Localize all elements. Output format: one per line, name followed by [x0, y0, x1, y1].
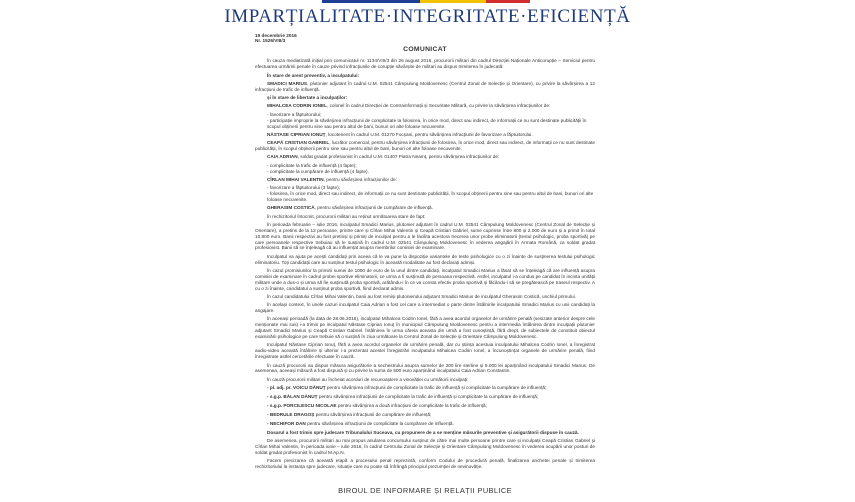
defendant-agreement-item	[255, 421, 595, 427]
section-heading: Dosarul a fost trimis spre judecare Tribunalului Suceava, cu propunere de a se menține măsurile preventive și asigurătorii dispuse în cauză.	[267, 429, 579, 435]
defendant-name: NĂSTASE CIPRIAN IONUȚ	[267, 131, 326, 137]
defendant-name: - s.g.p. BĂLAN DĂNUȚ	[267, 393, 318, 399]
defendant-charges: , locotenent în cadrul U.M. 01270 Focșani, pentru săvârșirea infracțiunii de favorizare a făptuitorului.	[325, 131, 533, 137]
defendant-paragraph	[255, 140, 595, 152]
defendant-charges: pentru săvârșirea infracțiunii de complicitate la trafic de influență și complicitate la cumpărare de influență;	[317, 393, 539, 399]
charge-list	[255, 112, 595, 130]
defendant-paragraph	[255, 205, 595, 211]
motto-banner: IMPARȚIALITATE·INTEGRITATE·EFICIENȚĂ	[224, 6, 631, 27]
section-heading: și în stare de libertate a inculpaților:	[267, 95, 348, 101]
defendant-agreement-item	[255, 385, 595, 391]
body-paragraph: În cauză procurorii militari au încheiat acorduri de recunoaștere a vinovăției cu următorii inculpați:	[267, 376, 469, 382]
communique-title: COMUNICAT	[403, 46, 447, 54]
charge-list-item: - complicitate la trafic de influență (4 fapte);	[267, 162, 357, 168]
body-paragraph: De asemenea, procurorii militari au mai propus anularea concursului susținut de către mai multe persoane printre care și inculpații Ceapă Cristian Gabriel și Cîrlan Mihai Valentin, în perioada iunie – iulie 2016, în cadrul Centrului Zonal de Selecție și Orientare Câmpulung Moldovenesc în vederea ocupării unor posturi de soldat gradat profesionist în cadrul M.Ap.N.	[255, 437, 595, 455]
defendant-name: CEAPĂ CRISTIAN GABRIEL	[267, 140, 330, 146]
body-paragraph: În cazul promisiunilor la primirii sumei de 1000 de euro de la unul dintre candidați, inculpatul Smadici Marius a lăsat să se înțeleagă că are influență asupra comisiei de examinare în cadrul probei sportive eliminatorii, ce urma a fi susținută de persoana respectivă. Astfel, inculpatul i-a condus pe candidat în incinta unității militare unde a dus-o și urma să fie susținută proba sportivă, arătându-i în ce va consta efectiv proba sportivă și făcându-i să se pregătească pe traseul respectiv. A cu o zi înainte, candidatul a susținut proba sportivă, fiind declarat admis.	[255, 267, 595, 291]
communique-date: 19 decembrie 2016	[255, 33, 297, 38]
communique-document	[255, 33, 595, 495]
defendant-charges: , pentru săvârșirea infracțiunilor de:	[323, 176, 397, 182]
body-paragraph: În cazul candidatului Cîrlan Mihai Valentin, banii au fost remiși plutonierului adjutant Smadici Marius de inculpatul Gherasim Costică, unchiul primului.	[267, 293, 576, 299]
defendant-name: - NECHIFOR DAN	[267, 420, 306, 426]
defendant-paragraph	[255, 81, 595, 93]
charge-list-item: - folosirea, în orice mod, direct sau indirect, de informații ce nu sunt destinate publicității, în scopul obținerii pentru sine sau pentru altul de bani, bunuri ori alte foloase necuvenite.	[267, 191, 594, 202]
defendant-name: CAIA ADRIAN	[267, 154, 298, 160]
defendant-agreement-item	[255, 403, 595, 409]
defendant-name: SMADICI MARIUS	[267, 80, 307, 86]
defendant-charges: , soldat gradat profesionist în cadrul U.M. 01407 Piatra Neamț, pentru săvârșirea infracțiunilor de:	[297, 154, 500, 160]
defendant-agreement-item	[255, 394, 595, 400]
charge-list	[255, 163, 595, 175]
defendant-paragraph	[255, 177, 595, 183]
communique-number: Nr. 1526/VIII/3	[255, 38, 286, 44]
communique-body	[255, 58, 595, 469]
defendant-charges: pentru săvârșirea a două infracțiuni de complicitate la trafic de influență;	[336, 402, 487, 408]
defendant-paragraph	[255, 132, 595, 138]
defendant-name: - pl. adj. pr. VOICU DĂNUȚ	[267, 385, 326, 391]
defendant-name: - BEDRULE DRAGOȘ	[267, 411, 315, 417]
body-paragraph: Inculpatul va ajuta pe acești candidați prin aceea că le va pune la dispoziție variantele de teste psihologice cu o zi înainte de susținerea testului psihologic eliminatoriu. Toți candidații care au susținut testul psihologic în această modalitate au fost declarați admiși.	[255, 253, 595, 265]
tricolor-stripe	[0, 0, 855, 3]
charge-list	[255, 185, 595, 203]
charge-list-item: - favorizare a făptuitorului (3 fapte);	[267, 185, 340, 191]
defendant-charges: pentru săvârșirea infracțiunii de cumpărare de influență;	[314, 411, 432, 417]
defendant-charges: pentru săvârșirea infracțiunii de complicitate la trafic de influență și complicitate la cumpărare de influență;	[325, 385, 547, 391]
footer-office-name: BIROUL DE INFORMARE ȘI RELAȚII PUBLICE	[338, 486, 512, 495]
defendant-charges: , colonel în cadrul Direcției de Contrainformații și Securitate Militară, cu privire la săvârșirea infracțiunilor de:	[326, 103, 551, 109]
defendant-name: GHERASIM COSTICĂ	[267, 205, 315, 211]
charge-list-item: - complicitate la cumpărare de influență (4 fapte).	[267, 168, 369, 174]
body-paragraph: În rechizitoriul întocmit, procurorii militari au reținut următoarea stare de fapt:	[267, 213, 426, 219]
body-paragraph: În cauza mediatizată inițial prin comunicatul nr. 1134/VIII/3 din 26 august 2016, procurorii militari din cadrul Direcției Naționale Anticorupție – Serviciul pentru efectuarea urmăririi penale în cauze privind infracțiunile de corupție săvârșite de militari au dispus trimiterea în judecată:	[255, 58, 595, 70]
defendant-name: MIHALCEA CODRIN IONEL	[267, 103, 327, 109]
body-paragraph: În aceeași perioadă (la data de 28.06.2016), inculpatul Mihalcea Codrin Ionel, fără a avea acordul organelor de urmărire penală (sesizate anterior despre cele menționate mai sus) i-a trimis pe inculpatul Năstase Ciprian Ionuț în municipiul Câmpulung Moldovenesc pentru a intermedia întâlnirea dintre inculpații plutonier adjutant Smadici Marius și Ceapă Cristian Gabriel. Întâlnirea în urma căreia aceasta din urmă a fost cunoștință, fără drept, de subiectele de constituit obiectul examinării psihologice pe care trebuie să o susțină în ziua următoare la Centrul Zonal de Selecție și Orientare Câmpulung Moldovenesc.	[255, 316, 595, 340]
charge-list-item: - participație improprie la săvârșirea infracțiunii de complicitate la folosirea, în orice mod, direct sau indirect, de informații ce nu sunt destinate publicității în scopul obținerii pentru sine sau pentru altul de bani, bunuri ori alte foloase necuvenite.	[267, 117, 587, 129]
defendant-paragraph	[255, 154, 595, 160]
body-paragraph: În cauză procurorii au dispus măsura asigurătorie a sechestrului asupra sumelor de 200 lire sterline și 9.000 lei aparținând inculpatului Smadici Marius. De asemenea, aceeași măsură a fost dispusă și cu privire la suma de 500 euro aparținând inculpatului Caia Adrian Constantin.	[255, 362, 595, 374]
defendant-charges: , lucrător comercial, pentru săvârșirea infracțiunii de folosirea, în orice mod, direct sau indirect, de informații ce nu sunt destinate publicității, în scopul obținerii pentru sine sau pentru altul de bani, bunuri ori alte foloase necuvenite.	[255, 140, 595, 152]
defendant-agreement-item	[255, 412, 595, 418]
body-paragraph: În perioada februarie – iulie 2016, inculpatul Smadici Marius, plutonier adjutant în cadrul U.M. 02541 Câmpulung Moldovenesc (Centrul Zonal de Selecție și Orientare), a pretins de la 12 persoane, printre care și Cîrlan Mihai Valentin și Ceapă Cristian Gabriel, sume cuprinse între 800 și 2.000 de euro și a primit în total 10.800 euro. Banii respectivi au fost pretinși și primiți de inculpat pentru a le facilita acestora trecerea unor probe eliminatorii (testul psihologic, proba sportivă) pe care persoanele respective trebuiau să le susțină în cadrul U.M. 02541 Câmpulung Moldovenesc în vederea angajării în Armata Română, ca soldat gradat profesionist. Banii să se înțeleagă că au influențat asupra membrilor comisiei de examinare.	[255, 221, 595, 251]
body-paragraph: Inculpatul Năstase Ciprian Ionuț, fără a avea acordul organelor de urmărire penală, dar cu știința acestuia inculpatului Mihalcea Codrin Ionel, a înregistrat audio-video această întâlnire și ulterior i-a prezentat acestei înregistrări inculpatului Mihalcea Codrin Ionel, a încunoștințat organele de urmărire penală, fiind înregistrate astfel cercetările efectuate în cauză.	[255, 342, 595, 360]
body-paragraph: Facem precizarea că această etapă a procesului penal reprezintă, conform Codului de procedură penală, finalizarea anchetei penale și trimiterea rechizitoriului la instanța spre judecare, situație care nu poate să înfrângă principiul prezumției de nevinovăție.	[255, 458, 595, 469]
defendant-name: - s.g.p. PORCILESCU NICOLAE	[267, 402, 337, 408]
defendant-paragraph	[255, 103, 595, 109]
defendant-name: CÎRLAN MIHAI VALENTIN	[267, 176, 324, 182]
body-paragraph: În același context, în unele cazuri inculpatul Caia Adrian a fost cel care a intermediat o parte dintre întâlnirile inculpatului Smadici Marius cu unii candidați la angajare.	[255, 302, 595, 314]
defendant-charges: , plutonier adjutant în cadrul U.M. 02541 Câmpulung Moldovenesc (Centrul Zonal de Selecție și Orientare), cu privire la săvârșirea a 12 infracțiuni de trafic de influență.	[255, 80, 595, 92]
section-heading: În stare de arest preventiv, a inculpatului:	[267, 72, 360, 78]
defendant-charges: , pentru săvârșirea infracțiunii de cumpărare de influență.	[314, 205, 433, 211]
charge-list-item: - favorizare a făptuitorului;	[267, 111, 322, 117]
defendant-charges: pentru săvârșirea infracțiunii de complicitate la cumpărare de influență.	[305, 420, 454, 426]
